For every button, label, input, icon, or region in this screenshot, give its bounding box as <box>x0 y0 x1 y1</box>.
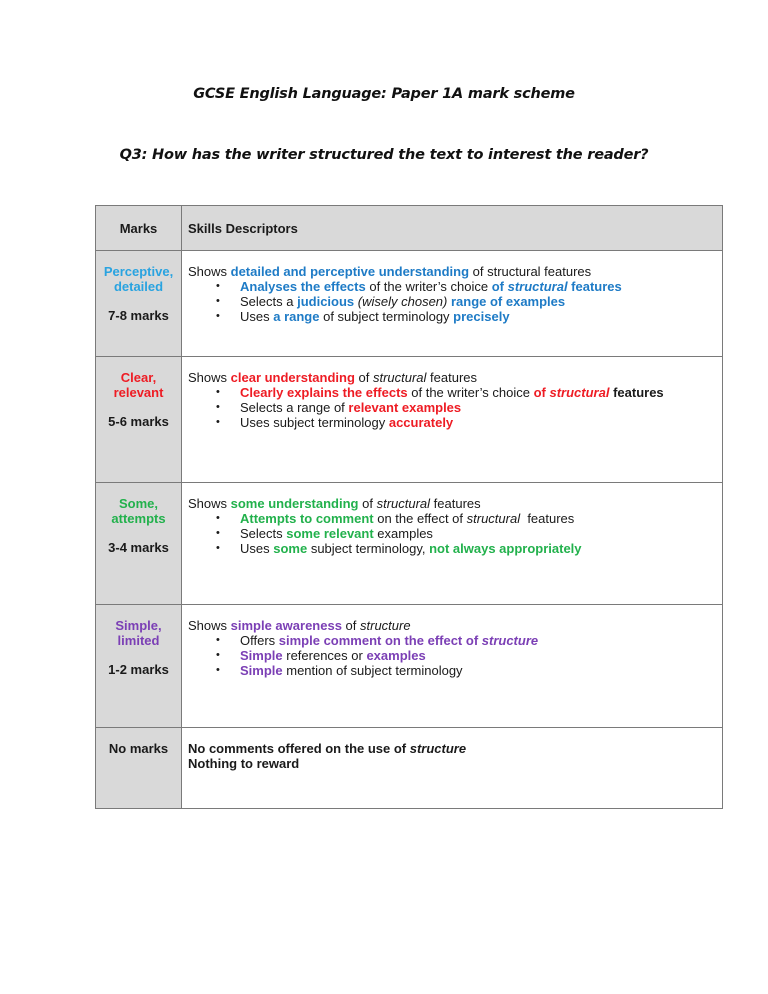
text: references or <box>282 648 367 663</box>
text: features <box>609 385 664 400</box>
table-row-perceptive <box>96 251 723 357</box>
descriptor-cell <box>182 251 723 357</box>
table-header-row <box>96 206 723 251</box>
highlight-text: Analyses the effects <box>240 279 366 294</box>
marks-cell <box>96 357 182 483</box>
highlight-text: range of examples <box>450 294 566 309</box>
level-label: relevant <box>113 385 164 400</box>
descriptor-cell <box>182 605 723 728</box>
text: structural <box>372 370 427 385</box>
descriptor-cell <box>182 728 723 809</box>
descriptor-cell <box>182 483 723 605</box>
level-label: Perceptive, <box>103 264 174 279</box>
highlight-text: of <box>533 385 550 400</box>
text: examples <box>373 526 433 541</box>
highlight-text: Simple <box>240 648 283 663</box>
no-marks-line-1 <box>188 741 722 756</box>
document-title: GCSE English Language: Paper 1A mark scheme <box>193 86 575 102</box>
highlight-text: structure <box>481 633 539 648</box>
highlight-text: judicious <box>297 294 355 309</box>
text: No comments offered on the use of <box>188 741 410 756</box>
table-row-some <box>96 483 723 605</box>
descriptor-bullets <box>188 385 722 430</box>
text: Uses subject terminology <box>240 415 389 430</box>
text: Offers <box>240 633 279 648</box>
text: of <box>358 496 377 511</box>
level-label: attempts <box>111 511 166 526</box>
mark-scheme-table <box>95 205 723 809</box>
text: Shows <box>188 618 231 633</box>
marks-cell <box>96 605 182 728</box>
marks-range: 3-4 marks <box>108 540 169 555</box>
question-title: Q3: How has the writer structured the text to interest the reader? <box>119 147 649 163</box>
list-item <box>240 633 722 648</box>
highlight-text: Simple <box>240 663 283 678</box>
marks-cell <box>96 251 182 357</box>
text: Uses <box>240 541 274 556</box>
table-row-clear <box>96 357 723 483</box>
highlight-text: some <box>273 541 308 556</box>
descriptor-bullets <box>188 279 722 324</box>
list-item <box>240 526 722 541</box>
text: Shows <box>188 496 231 511</box>
text: Uses <box>240 309 274 324</box>
text: of the writer’s choice <box>407 385 534 400</box>
list-item <box>240 415 722 430</box>
highlight-text: examples <box>366 648 426 663</box>
text: features <box>430 496 481 511</box>
level-label: Some, <box>118 496 158 511</box>
marks-range: 5-6 marks <box>108 414 169 429</box>
highlight-text: structural <box>549 385 610 400</box>
list-item <box>240 385 722 400</box>
header-skills-descriptors: Skills Descriptors <box>182 206 723 251</box>
highlight-text: Clearly explains the effects <box>240 385 408 400</box>
descriptor-intro <box>188 618 722 633</box>
text: of structural features <box>469 264 592 279</box>
text: on the effect of <box>373 511 467 526</box>
list-item <box>240 400 722 415</box>
text: features <box>426 370 478 385</box>
text: mention of subject terminology <box>282 663 463 678</box>
no-marks-line-2: Nothing to reward <box>188 756 300 771</box>
highlight-text: a range <box>273 309 320 324</box>
descriptor-cell <box>182 357 723 483</box>
header-marks: Marks <box>96 206 182 251</box>
text: Selects a range of <box>240 400 349 415</box>
text: (wisely chosen) <box>354 294 451 309</box>
highlight-text: relevant examples <box>348 400 462 415</box>
list-item <box>240 541 722 556</box>
text: structure <box>409 741 467 756</box>
highlight-text: Attempts to comment <box>240 511 374 526</box>
marks-range: 1-2 marks <box>108 662 169 677</box>
table-row-simple <box>96 605 723 728</box>
marks-cell: No marks <box>96 728 182 809</box>
text: structural <box>376 496 431 511</box>
highlight-text: some relevant <box>286 526 374 541</box>
highlight-text: precisely <box>453 309 510 324</box>
highlight-text: not always appropriately <box>429 541 582 556</box>
text: of subject terminology <box>319 309 454 324</box>
list-item <box>240 648 722 663</box>
text: subject terminology, <box>307 541 430 556</box>
level-label: Clear, <box>120 370 157 385</box>
highlight-text: detailed and perceptive understanding <box>230 264 470 279</box>
text: of <box>354 370 373 385</box>
text: features <box>520 511 575 526</box>
highlight-text: of <box>491 279 508 294</box>
highlight-text: accurately <box>388 415 454 430</box>
descriptor-bullets <box>188 633 722 678</box>
descriptor-intro <box>188 264 722 279</box>
text: structure <box>360 618 411 633</box>
highlight-text: structural <box>507 279 568 294</box>
descriptor-intro <box>188 370 722 385</box>
marks-range: 7-8 marks <box>108 308 169 323</box>
highlight-text: simple comment on the effect of <box>278 633 482 648</box>
highlight-text: clear understanding <box>230 370 355 385</box>
descriptor-bullets <box>188 511 722 556</box>
highlight-text: simple awareness <box>230 618 342 633</box>
text: Shows <box>188 264 231 279</box>
list-item <box>240 294 722 309</box>
highlight-text: features <box>567 279 622 294</box>
list-item <box>240 663 722 678</box>
text: Selects a <box>240 294 298 309</box>
descriptor-intro <box>188 496 722 511</box>
text: of <box>341 618 361 633</box>
highlight-text: some understanding <box>230 496 359 511</box>
text: Shows <box>188 370 231 385</box>
text: Selects <box>240 526 287 541</box>
list-item <box>240 279 722 294</box>
text: of the writer’s choice <box>365 279 492 294</box>
level-label: detailed <box>113 279 164 294</box>
table-row-no-marks <box>96 728 723 809</box>
marks-cell <box>96 483 182 605</box>
level-label: limited <box>117 633 160 648</box>
list-item <box>240 511 722 526</box>
level-label: Simple, <box>115 618 162 633</box>
list-item <box>240 309 722 324</box>
text: structural <box>466 511 521 526</box>
